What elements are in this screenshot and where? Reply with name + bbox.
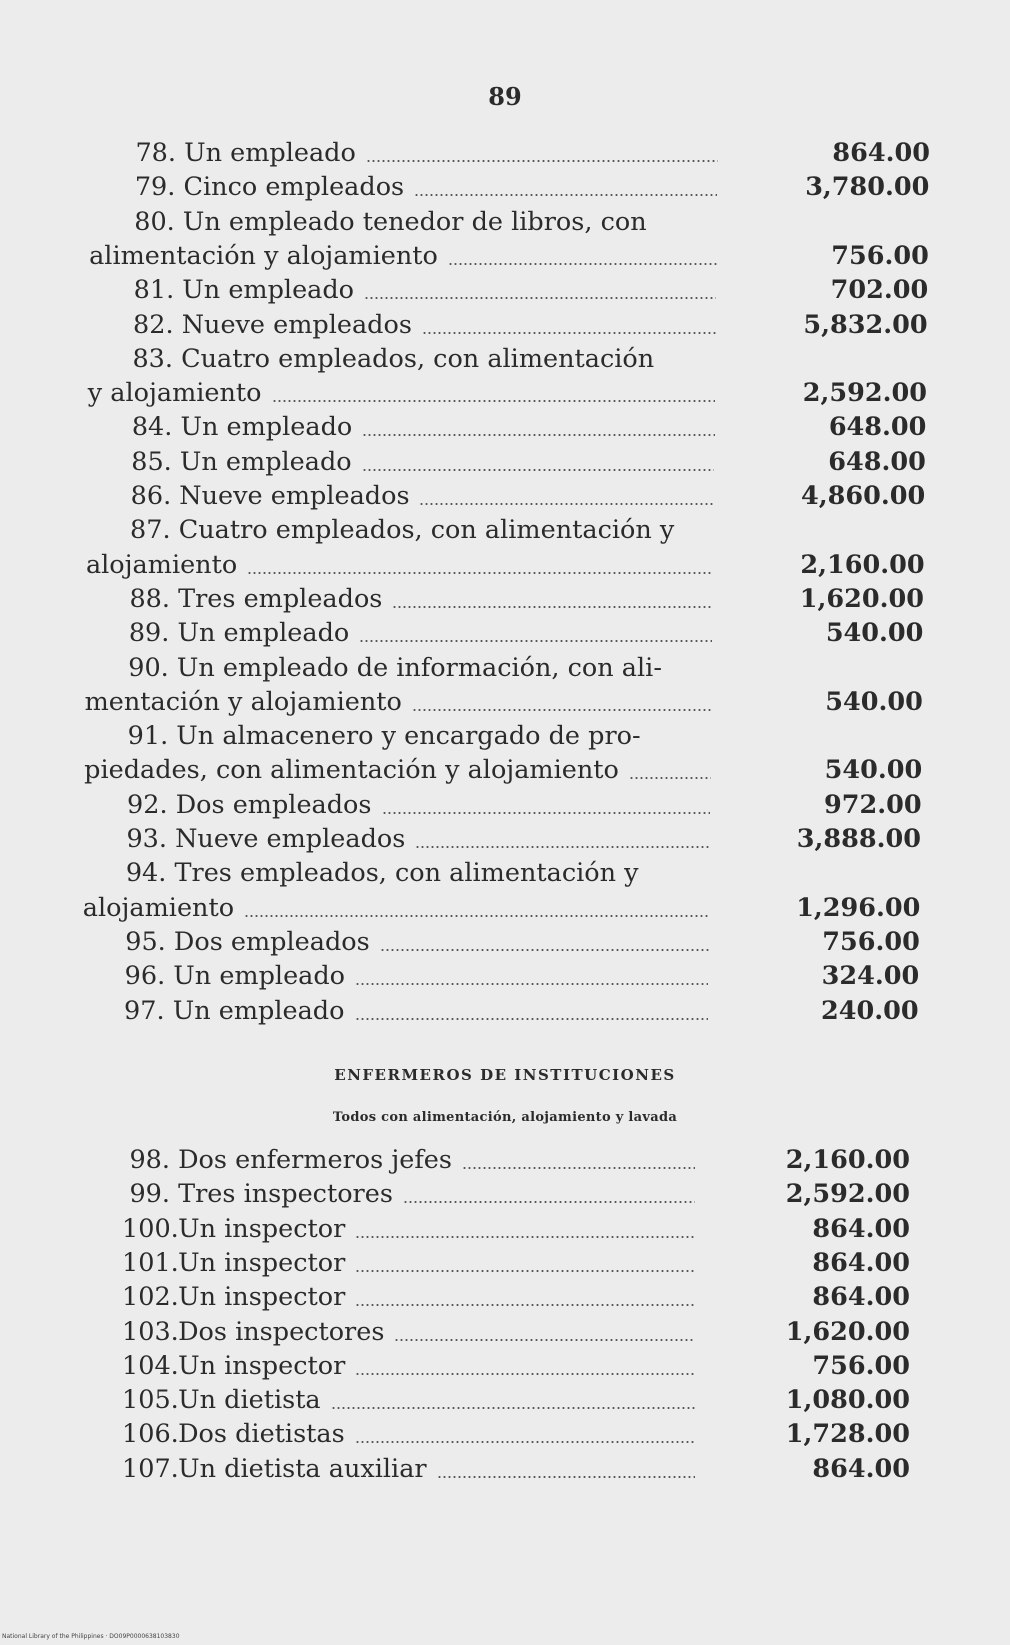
list-item [0,170,1010,204]
entry-number: 88. [129,583,170,614]
entry-amount: 702.00 [830,275,929,306]
list-item [0,479,1010,513]
list-item [0,822,1010,856]
entry-description: alojamiento [82,892,235,923]
entry-description: y alojamiento [87,378,262,409]
list-item [0,1143,1010,1177]
list-item [0,1349,1010,1383]
entry-amount: 1,620.00 [785,1316,910,1347]
entry-number: 82. [133,309,174,340]
dot-leader [448,263,717,265]
dot-leader [355,983,708,985]
page-number: 89 [488,82,522,111]
dot-leader [331,1407,695,1409]
entry-amount: 324.00 [821,961,920,992]
entry-amount: 864.00 [812,1213,910,1244]
entry-description: Dos inspectores [178,1316,385,1347]
entry-amount: 540.00 [824,755,923,786]
entry-description: Cuatro empleados, con alimentación [181,343,655,374]
entry-description: Un empleado [179,446,352,477]
dot-leader [412,709,711,711]
entry-number: 104. [122,1350,179,1381]
entry-number: 102. [122,1282,179,1313]
entry-number: 93. [126,824,167,854]
entry-amount: 648.00 [828,412,927,443]
entry-description: alimentación y alojamiento [89,240,438,271]
entry-number: 80. [134,206,175,237]
entry-amount: 756.00 [812,1350,910,1381]
entry-amount: 540.00 [825,686,923,717]
entry-description: Un inspector [178,1247,346,1278]
list-item [0,273,1010,307]
entry-description: Nueve empleados [175,824,406,854]
entry-description: Dos dietistas [178,1419,345,1450]
entry-number: 83. [132,343,173,374]
entry-number: 81. [133,275,175,306]
entry-description: Cinco empleados [183,172,405,203]
entry-description: Tres empleados [178,583,383,614]
entry-number: 96. [124,961,166,992]
entry-description: Nueve empleados [181,309,412,340]
entry-amount: 1,728.00 [785,1419,910,1450]
dot-leader [380,949,709,951]
dot-leader [355,1018,708,1020]
entry-description: Dos empleados [175,789,372,820]
entry-number: 89. [128,618,170,649]
entry-number: 94. [125,858,167,889]
entry-number: 98. [129,1145,170,1175]
entry-number: 84. [131,412,173,443]
entry-number: 97. [124,995,165,1026]
list-item [0,788,1010,822]
entry-amount: 4,860.00 [800,481,926,511]
list-item [0,651,1010,720]
list-item [0,925,1010,959]
dot-leader [422,332,716,334]
dot-leader [462,1167,695,1169]
entry-amount: 864.00 [832,138,930,168]
dot-leader [415,846,710,848]
entry-amount: 972.00 [824,789,922,820]
entry-number: 92. [127,789,168,820]
entry-description: Tres inspectores [178,1179,393,1210]
entry-amount: 864.00 [812,1282,910,1313]
list-item [0,856,1010,925]
entry-amount: 2,592.00 [802,378,927,409]
entry-description: Un empleado [172,995,345,1026]
entry-number: 95. [125,926,166,957]
list-item [0,1383,1010,1417]
list-item [0,719,1010,788]
list-item [0,1280,1010,1314]
entry-description: Un almacenero y encargado de pro- [176,721,641,752]
entry-number: 103. [122,1316,179,1347]
list-item [0,1246,1010,1280]
list-item [0,308,1010,342]
dot-leader [437,1476,695,1478]
entry-description: Dos empleados [173,926,370,957]
dot-leader [366,160,718,162]
entry-amount: 3,780.00 [805,172,930,203]
entry-description: Un dietista auxiliar [178,1453,427,1484]
entry-description: mentación y alojamiento [84,686,402,717]
entry-amount: 2,160.00 [785,1145,910,1175]
section-subtitle: Todos con alimentación, alojamiento y lavada [332,1110,678,1125]
entry-number: 87. [130,515,171,546]
entry-number: 78. [135,138,176,168]
list-item [0,136,1010,170]
entry-description: Dos enfermeros jefes [178,1145,452,1175]
entry-amount: 756.00 [831,240,929,271]
list-item [0,959,1010,993]
entry-amount: 2,160.00 [800,549,925,580]
dot-leader [403,1201,695,1203]
entry-number: 107. [122,1453,179,1484]
footer-credit: National Library of the Philippines · DO09P0000638103830 [2,1633,180,1640]
list-item [0,1177,1010,1211]
entry-description: Tres empleados, con alimentación y [174,858,639,889]
entry-amount: 5,832.00 [803,309,928,340]
dot-leader [355,1236,695,1238]
entry-amount: 1,620.00 [799,583,924,614]
dot-leader [244,915,709,917]
entry-amount: 540.00 [825,618,924,649]
entry-description: Un inspector [178,1282,346,1313]
dot-leader [272,400,715,402]
entry-amount: 756.00 [822,926,920,957]
entry-description: Un inspector [178,1350,346,1381]
entry-amount: 2,592.00 [785,1179,910,1210]
section-title: ENFERMEROS DE INSTITUCIONES [334,1066,676,1084]
entry-amount: 1,080.00 [785,1385,910,1416]
entry-description: piedades, con alimentación y alojamiento [84,755,619,786]
entry-number: 85. [131,446,172,477]
entry-description: Cuatro empleados, con alimentación y [178,515,675,546]
entry-number: 86. [130,481,172,511]
dot-leader [362,469,714,471]
entry-amount: 240.00 [821,995,919,1026]
entry-number: 105. [122,1385,179,1416]
entry-number: 79. [134,172,176,203]
dot-leader [382,812,710,814]
list-item [0,1417,1010,1451]
dot-leader [355,1373,695,1375]
entry-description: Un empleado [182,275,355,306]
entry-description: Un empleado [184,138,356,168]
entry-number: 91. [127,721,169,752]
list-item [0,1452,1010,1486]
entry-number: 90. [128,652,169,683]
entry-number: 100. [122,1213,179,1244]
entry-amount: 864.00 [812,1453,910,1484]
dot-leader [247,572,713,574]
dot-leader [355,1441,695,1443]
entry-description: Un empleado tenedor de libros, con [182,206,647,237]
list-item [0,445,1010,479]
list-item [0,513,1010,582]
list-item [0,205,1010,274]
entry-description: Un empleado [177,618,350,649]
dot-leader [359,640,712,642]
entry-description: Un empleado de información, con ali- [176,652,662,683]
entry-amount: 864.00 [812,1247,910,1278]
entry-description: alojamiento [85,549,238,580]
dot-leader [392,606,713,608]
list-item [0,342,1010,411]
entry-amount: 3,888.00 [796,824,921,854]
list-item [0,1212,1010,1246]
list-item [0,616,1010,650]
dot-leader [394,1339,695,1341]
entry-number: 99. [129,1179,170,1210]
entry-description: Un empleado [173,961,346,992]
list-item [0,410,1010,444]
dot-leader [414,194,717,196]
dot-leader [629,777,711,779]
dot-leader [364,297,716,299]
list-item [0,994,1010,1028]
dot-leader [362,434,715,436]
entry-amount: 648.00 [828,446,926,477]
entry-number: 101. [122,1247,179,1278]
list-item [0,1315,1010,1349]
dot-leader [355,1270,695,1272]
list-item [0,582,1010,616]
dot-leader [355,1304,695,1306]
dot-leader [419,503,714,505]
entry-amount: 1,296.00 [796,892,921,923]
entry-description: Nueve empleados [179,481,410,511]
entry-description: Un inspector [178,1213,346,1244]
entry-description: Un dietista [178,1385,321,1416]
entry-number: 106. [122,1419,179,1450]
entry-description: Un empleado [180,412,353,443]
